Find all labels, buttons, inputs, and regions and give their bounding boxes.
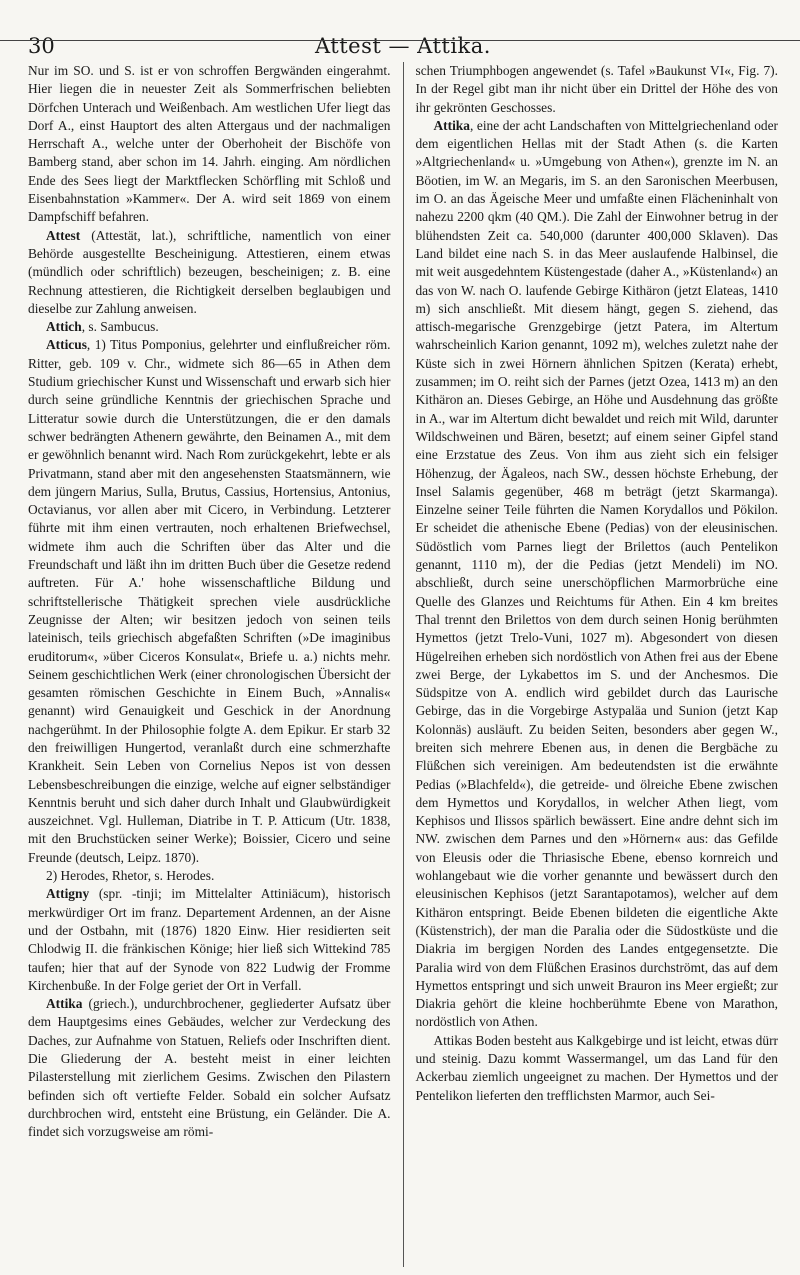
entry-text: Nur im SO. und S. ist er von schroffen Bergwänden eingerahmt. Hier liegen die in neuester Zeit als Sommerfrischen beliebten Dörfchen Unterach und Weißenbach. Am westlichen Ufer liegt das Dorf A., einst Hauptort des alten Attergaus und der nachmaligen Herrschaft A., welche unter der Oberhoheit der Bischöfe von Bamberg stand, aber schon im 14. Jahrh. einging. Am nördlichen Ende des Sees liegt der Marktflecken Schörfling mit Schloß und Eisenbahnstation »Kammer«. Der A. wird seit 1869 von einem Dampfschiff befahren. — [28, 63, 391, 225]
dictionary-entry — [28, 995, 391, 1141]
page-header — [28, 28, 778, 62]
entry-text: schen Triumphbogen angewendet (s. Tafel »Baukunst VI«, Fig. 7). In der Regel gibt man ihr nicht über ein Drittel der Höhe des von ihr gekrönten Geschosses. — [415, 63, 778, 115]
entry-text: , s. Sambucus. — [81, 319, 159, 335]
dictionary-entry — [28, 867, 391, 885]
dictionary-entry — [28, 62, 391, 227]
left-column — [28, 62, 391, 1267]
right-column — [415, 62, 778, 1267]
entry-headword: Attika — [433, 117, 470, 133]
entry-headword: Attika — [46, 996, 83, 1012]
dictionary-entry — [28, 885, 391, 995]
column-divider — [403, 62, 404, 1267]
page-number: 30 — [28, 34, 55, 58]
header-rule — [0, 40, 800, 41]
dictionary-entry — [415, 62, 778, 117]
entry-text: (spr. -tinji; im Mittelalter Attiniäcum), historisch merkwürdiger Ort im franz. Departement Ardennen, an der Aisne und der Ostbahn, mit (1876) 1820 Einw. Hier residierten seit Chlodwig II. die fränkischen Könige; hier ließ sich Wittekind 785 taufen; hier that auf der Synode von 822 Ludwig der Fromme Kirchenbuße. In der Folge geriet der Ort in Verfall. — [28, 886, 391, 993]
entry-text: (Attestät, lat.), schriftliche, namentlich von einer Behörde ausgestellte Bescheinigung. Attestieren, einem etwas (mündlich oder schriftlich) bezeugen, bescheinigen; z. B. eine Rechnung attestieren, die Richtigkeit derselben beglaubigen und dieselbe zur Zahlung anweisen. — [28, 227, 391, 316]
entry-text: , eine der acht Landschaften von Mittelgriechenland oder dem eigentlichen Hellas mit der Stadt Athen (s. die Karten »Altgriechenland« u. »Umgebung von Athen«), grenzte im N. an Böotien, im W. an Megaris, im S. an den Saronischen Meerbusen, im O. an das Ägeische Meer und umfaßte einen Flächeninhalt von nahezu 2200 qkm (40 QM.). Die Zahl der Einwohner betrug in der blühendsten Zeit ca. 540,000 (darunter 400,000 Sklaven). Das Land bildet eine nach S. in das Meer auslaufende Halbinsel, die mit weit ausgedehntem Küstengestade (daher A., »Küstenland«) an das von W. nach O. laufende Gebirge Kithäron (jetzt Elateas, 1410 m) sich anschließt. Mit diesem hängt, gegen S. ziehend, das attisch-megarische Grenzgebirge (jetzt Patera, im Altertum wahrscheinlich Karion genannt, 1092 m), welches zuletzt nahe der Küste sich in zwei Hörnern ähnlichen Spitzen (Kerata) erhebt, zusammen; im O. reiht sich der Parnes (jetzt Ozea, 1413 m) an den Kithäron an. Dieses Gebirge, an Höhe und Ausdehnung das größte in A., war im Altertum dicht bewaldet und reich mit Wild, darunter Wildschweinen und Bären, besetzt; auf einem seiner Gipfel stand eine Erzstatue des Zeus. Von ihm aus zieht sich ein felsiger Höhenzug, der Ägaleos, nach SW., dessen höchste Erhebung, der Insel Salamis gegenüber, 468 m beträgt (jetzt Skarmanga). Einzelne seiner Teile führten die Namen Korydallos und Pökilon. Er scheidet die athenische Ebene (Pedias) von der eleusinischen. Südöstlich vom Parnes liegt der Brilettos (auch Pentelikon genannt, 1110 m), der die Pedias (jetzt Mendeli) im NO. abschließt, durch seine unerschöpflichen Marmorbrüche eine Quelle des Glanzes und Reichtums für Athen. Ein 4 km breites Thal trennt den Brilettos von dem durch seinen Honig berühmten Hymettos (jetzt Trelo-Vuni, 1027 m). Abgesondert von diesen Hügelreihen erheben sich nordöstlich von Athen frei aus der Ebene zwei Berge, der Lykabettos im S. und der Anchesmos. Die Südspitze von A. endlich wird gebildet durch das Laurische Gebirge, das in die Vorgebirge Astypaläa und Sunion (jetzt Kap Kolonnäs) ausläuft. Zu beiden Seiten, besonders aber gegen W., breiten sich mehrere Ebenen aus, in denen die Bergbäche zu Flüßchen sich vereinigen. Am bedeutendsten ist die erwähnte Pedias (»Blachfeld«), die getreide- und ölreiche Ebene zwischen dem Hymettos und Korydallos, in welcher Athen liegt, vom Kephisos und Ilissos spärlich bewässert. Eine andre dehnt sich im NW. zwischen dem Parnes und den »Hörnern« aus: das Gefilde von Eleusis oder die Thriasische Ebene, ebenso kornreich und wohlangebaut wie die vorher genannte und bewässert durch den eleusinischen Kephisos (jetzt Sarantapotamos), welcher auf dem Kithäron entspringt. Beide Ebenen bildeten die eigentliche Akte (Küstenstrich), der man die Paralia oder die Südostküste und die Diakria im bergigen Norden des Landes entgegensetzte. Die Paralia wird von dem Flüßchen Erasinos durchströmt, das auf dem Hymettos entspringt und sich unweit Brauron ins Meer ergießt; zur Diakria gehört die kleine hochberühmte Ebene von Marathon, nordöstlich von Athen. — [415, 117, 778, 1030]
text-columns — [28, 62, 778, 1267]
entry-headword: Attich — [46, 319, 82, 335]
entry-text: (griech.), undurchbrochener, gegliederter Aufsatz über dem Hauptgesims eines Gebäudes, welcher zur Verdeckung des Daches, zur Aufnahme von Statuen, Reliefs oder Inschriften dient. Die Gliederung der A. besteht meist in einer leichten Pilasterstellung mit zierlichem Gesims. Zwischen den Pilastern befinden sich oft vertiefte Felder. Sobald ein solcher Aufsatz durchbrochen wird, entsteht eine Brüstung, ein Geländer. Die A. findet sich vorzugsweise am römi- — [28, 996, 391, 1140]
dictionary-entry — [415, 117, 778, 1032]
entry-text: Attikas Boden besteht aus Kalkgebirge und ist leicht, etwas dürr und steinig. Dazu kommt Wassermangel, um das Land für den Ackerbau ziemlich ungeeignet zu machen. Der Hymettos und der Pentelikon lieferten den trefflichsten Marmor, auch Sei- — [415, 1032, 778, 1103]
dictionary-entry — [28, 227, 391, 318]
entry-text: 2) Herodes, Rhetor, s. Herodes. — [46, 868, 215, 884]
dictionary-entry — [415, 1032, 778, 1105]
entry-headword: Atticus — [46, 337, 87, 353]
dictionary-entry — [28, 318, 391, 336]
entry-headword: Attigny — [46, 886, 90, 902]
entry-headword: Attest — [46, 227, 81, 243]
dictionary-entry — [28, 336, 391, 867]
running-head: Attest — Attika. — [315, 34, 491, 58]
entry-text: , 1) Titus Pomponius, gelehrter und einflußreicher röm. Ritter, geb. 109 v. Chr., widmete sich 86—65 in Athen dem Studium griechischer Kunst und Wissenschaft und erwarb sich hier durch seine gründliche Kenntnis der griechischen Sprache und Litteratur sowie durch die Unterstützungen, die er den damals schwer bedrängten Athenern gewährte, den Beinamen A., mit dem er gewöhnlich benannt wird. Nach Rom zurückgekehrt, lebte er als Privatmann, stand aber mit den angesehensten Staatsmännern, wie dem jüngern Marius, Sulla, Brutus, Cassius, Hortensius, Antonius, Octavianus, vor allen aber mit Cicero, in Verbindung. Letzterer führte mit ihm einen vertrauten, noch erhaltenen Briefwechsel, widmete ihm auch die Schriften über das Alter und die Freundschaft und läßt ihn im dritten Buch über die Gesetze redend auftreten. Für A.' hohe wissenschaftliche Bildung und schriftstellerische Thätigkeit sprechen viele ausdrückliche Zeugnisse der Alten; wir besitzen jedoch von seinen teils lateinisch, teils griechisch abgefaßten Schriften (»De imaginibus eruditorum«, »über Ciceros Konsulat«, Briefe u. a.) nichts mehr. Seinem geschichtlichen Werk (einer chronologischen Übersicht der gesamten römischen Geschichte in Einem Buch, »Annalis« genannt) wird Genauigkeit und Geschick in der Anordnung nachgerühmt. In der Philosophie folgte A. dem Epikur. Er starb 32 den freiwilligen Hungertod, veranlaßt durch eine schmerzhafte Krankheit. Sein Leben von Cornelius Nepos ist von dessen Lebensbeschreibungen die einzige, welche auf eigner selbständiger Kenntnis beruht und sich daher durch Inhalt und Glaubwürdigkeit auszeichnet. Vgl. Hulleman, Diatribe in T. P. Atticum (Utr. 1838, mit den Bruchstücken seiner Werke); Boissier, Cicero und seine Freunde (deutsch, Leipz. 1870). — [28, 337, 391, 865]
